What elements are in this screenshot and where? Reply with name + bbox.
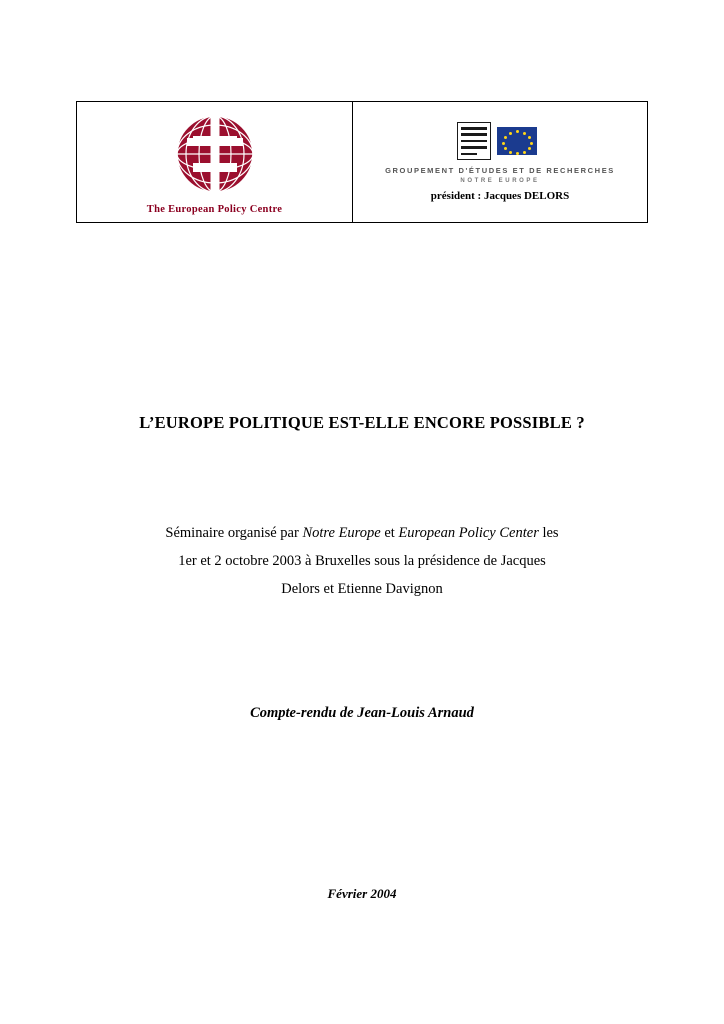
document-icon (457, 122, 491, 160)
subtitle-italic-notre-europe: Notre Europe (302, 525, 381, 541)
document-subtitle (160, 519, 564, 603)
document-date: Février 2004 (327, 886, 397, 901)
eu-flag-icon (497, 127, 537, 155)
subtitle-part-1: Séminaire organisé par (165, 525, 303, 541)
subtitle-part-3: les 1er et 2 octobre 2003 à Bruxelles sous la présidence de Jacques Delors et Etienne Davignon (178, 525, 559, 597)
epc-caption: The European Policy Centre (146, 204, 283, 215)
document-author: Compte-rendu de Jean-Louis Arnaud (250, 705, 474, 721)
document-title: L’EUROPE POLITIQUE EST-ELLE ENCORE POSSIBLE ? (139, 413, 585, 432)
header-logo-table (76, 101, 648, 223)
notre-europe-line1: GROUPEMENT D'ÉTUDES ET DE RECHERCHES (385, 166, 615, 175)
subtitle-part-2: et (380, 525, 399, 541)
notre-europe-line2: NOTRE EUROPE (460, 178, 540, 184)
notre-europe-emblem (457, 120, 543, 162)
notre-europe-logo-cell (353, 102, 647, 222)
notre-europe-president: président : Jacques DELORS (430, 190, 570, 202)
subtitle-italic-epc: European Policy Center (398, 525, 539, 541)
epc-logo-cell (77, 102, 353, 222)
epc-globe-emblem (169, 110, 261, 198)
